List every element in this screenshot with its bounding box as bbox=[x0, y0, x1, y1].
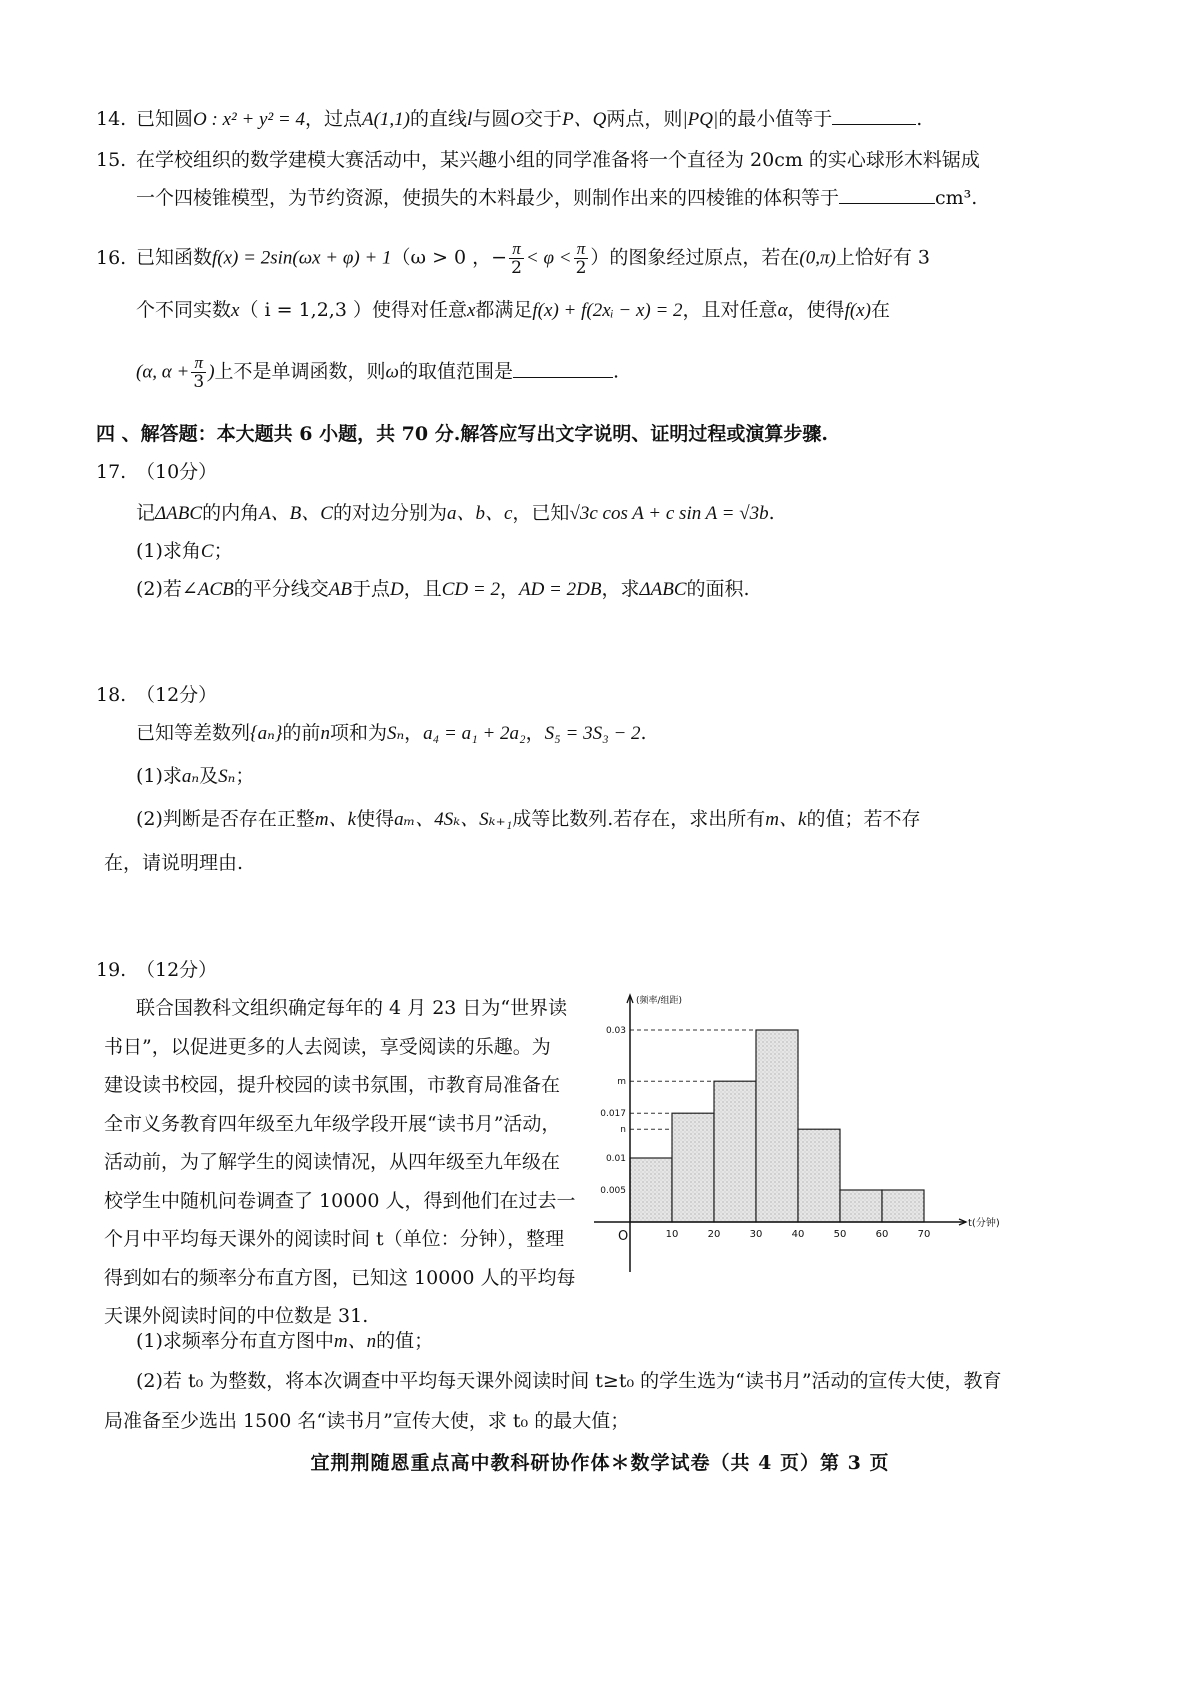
question-19-stem-line: 全市义务教育四年级至九年级学段开展“读书月”活动， bbox=[104, 1112, 561, 1135]
math: α bbox=[777, 300, 788, 321]
question-19-part-2-line-2: 局准备至少选出 1500 名“读书月”宣传大使，求 t₀ 的最大值； bbox=[104, 1410, 630, 1432]
math: ΔABC bbox=[639, 579, 687, 600]
math: ∠ACB bbox=[181, 579, 234, 600]
math: O : x² + y² = 4 bbox=[193, 109, 305, 130]
y-tick-label: 0.03 bbox=[605, 1026, 626, 1036]
question-18-stem bbox=[136, 720, 647, 747]
question-17-part-1 bbox=[136, 538, 233, 565]
histogram-bar bbox=[882, 1190, 924, 1222]
math: aₘ、4Sₖ、Sₖ₊₁ bbox=[394, 809, 513, 830]
score: （12分） bbox=[136, 959, 218, 981]
answer-blank bbox=[832, 106, 916, 125]
question-number: 14. bbox=[96, 108, 127, 130]
text: . bbox=[916, 108, 923, 130]
y-tick-label: m bbox=[617, 1077, 626, 1088]
histogram-bar bbox=[756, 1030, 798, 1222]
text: 在学校组织的数学建模大赛活动中，某兴趣小组的同学准备将一个直径为 20cm 的实心球形木料锯成 bbox=[136, 149, 980, 171]
text: (1)求频率分布直方图中 bbox=[136, 1330, 334, 1352]
text: 上恰好有 3 bbox=[835, 246, 930, 269]
question-18-part-1 bbox=[136, 763, 254, 790]
text: 一个四棱锥模型，为节约资源，使损失的木料最少，则制作出来的四棱锥的体积等于 bbox=[136, 187, 840, 209]
answer-blank bbox=[513, 359, 613, 378]
question-number: 18. bbox=[96, 684, 127, 706]
text: 的前 bbox=[282, 722, 321, 744]
text: （ i = 1,2,3 ）使得对任意 bbox=[239, 299, 467, 321]
math: |PQ| bbox=[682, 109, 719, 130]
text: ，且 bbox=[403, 578, 442, 600]
math: (0,π) bbox=[799, 247, 836, 269]
x-tick-label: 40 bbox=[791, 1229, 805, 1240]
denominator: 2 bbox=[575, 258, 587, 278]
text: 已知函数 bbox=[136, 246, 213, 269]
question-19-stem-line: 得到如右的频率分布直方图，已知这 10000 人的平均每 bbox=[104, 1266, 576, 1289]
page-footer: 宜荆荆随恩重点高中教科研协作体＊数学试卷（共 4 页）第 3 页 bbox=[310, 1452, 890, 1474]
y-tick-label: n bbox=[620, 1125, 626, 1136]
x-axis-label: t(分钟) bbox=[968, 1218, 1000, 1229]
histogram-bar bbox=[798, 1129, 840, 1222]
math: ΔABC bbox=[155, 503, 203, 524]
text: 上不是单调函数，则 bbox=[214, 360, 386, 383]
denominator: 3 bbox=[193, 372, 205, 392]
x-tick-label: 70 bbox=[917, 1229, 931, 1240]
math: m、k bbox=[765, 809, 807, 830]
question-16-line-1 bbox=[96, 240, 930, 277]
score: （10分） bbox=[136, 461, 218, 483]
text: 已知圆 bbox=[136, 108, 194, 130]
histogram-bar bbox=[630, 1158, 672, 1222]
question-number: 17. bbox=[96, 461, 127, 483]
question-number: 19. bbox=[96, 959, 127, 981]
text: ， bbox=[525, 722, 545, 744]
text: ，且对任意 bbox=[682, 299, 778, 321]
fraction-pi-over-2 bbox=[509, 240, 524, 277]
math: D bbox=[389, 579, 404, 600]
question-19-stem-line: 建设读书校园，提升校园的读书氛围，市教育局准备在 bbox=[104, 1074, 561, 1096]
x-tick-label: 60 bbox=[875, 1229, 889, 1240]
origin-label: O bbox=[618, 1229, 629, 1244]
question-18-part-2-line-2: 在，请说明理由. bbox=[104, 852, 244, 874]
text: 的直线 bbox=[410, 108, 468, 130]
question-17-stem bbox=[136, 500, 775, 527]
math: a、b、c bbox=[446, 503, 513, 524]
math: f(x) + f(2xᵢ − x) = 2 bbox=[532, 300, 683, 321]
math: a₄ = a₁ + 2a₂ bbox=[423, 723, 526, 744]
text: . bbox=[640, 722, 647, 744]
section-4-heading: 四 、解答题：本大题共 6 小题，共 70 分.解答应写出文字说明、证明过程或演算步骤. bbox=[96, 423, 828, 445]
question-19-stem-line: 联合国教科文组织确定每年的 4 月 23 日为“世界读 bbox=[136, 997, 568, 1019]
text: 于点 bbox=[351, 578, 390, 600]
text: 使得 bbox=[356, 808, 395, 830]
text: . bbox=[612, 360, 620, 383]
math: m、n bbox=[333, 1331, 377, 1352]
text: ， bbox=[499, 578, 519, 600]
score: （12分） bbox=[136, 684, 218, 706]
math: ω bbox=[385, 361, 399, 383]
question-16-line-3 bbox=[136, 354, 619, 391]
text: 交于 bbox=[524, 108, 563, 130]
math: l bbox=[467, 109, 473, 130]
denominator: 2 bbox=[511, 258, 522, 278]
x-tick-label: 20 bbox=[707, 1229, 721, 1240]
math: Sₙ bbox=[386, 723, 405, 744]
text: 记 bbox=[136, 502, 156, 524]
text: 的对边分别为 bbox=[332, 502, 447, 524]
math: aₙ bbox=[181, 766, 200, 787]
text: 的值； bbox=[376, 1330, 434, 1352]
question-number: 15. bbox=[96, 149, 127, 171]
math: ) bbox=[208, 361, 215, 383]
text: 的取值范围是 bbox=[398, 360, 513, 383]
text: ，已知 bbox=[512, 502, 570, 524]
histogram-bar bbox=[840, 1190, 882, 1222]
math: f(x) bbox=[844, 300, 871, 321]
question-15-line-1 bbox=[96, 147, 980, 173]
text: 的内角 bbox=[202, 502, 260, 524]
text: (2)判断是否存在正整 bbox=[136, 808, 315, 830]
text: 与圆 bbox=[472, 108, 511, 130]
math: AD = 2DB bbox=[518, 579, 602, 600]
numerator: π bbox=[574, 240, 589, 259]
math: S₅ = 3S₃ − 2 bbox=[544, 723, 641, 744]
question-19-stem-line: 个月中平均每天课外的阅读时间 t（单位：分钟），整理 bbox=[104, 1228, 565, 1250]
text: 的面积. bbox=[686, 578, 750, 600]
math: A(1,1) bbox=[361, 109, 410, 130]
y-axis-label: (频率/组距) bbox=[636, 996, 683, 1006]
text: 成等比数列.若存在，求出所有 bbox=[512, 808, 766, 830]
text: ； bbox=[235, 765, 255, 787]
text: ，求 bbox=[601, 578, 640, 600]
math: x bbox=[231, 300, 240, 321]
numerator: π bbox=[191, 354, 206, 373]
math: {aₙ} bbox=[250, 723, 283, 744]
math: m、k bbox=[314, 809, 357, 830]
math: AB bbox=[328, 579, 352, 600]
answer-blank bbox=[839, 185, 935, 204]
histogram-bar bbox=[672, 1113, 714, 1222]
y-tick-label: 0.01 bbox=[605, 1154, 626, 1164]
question-17-header bbox=[96, 459, 217, 485]
text: 已知等差数列 bbox=[136, 722, 251, 744]
text: 个不同实数 bbox=[136, 299, 232, 321]
text: 的平分线交 bbox=[233, 578, 329, 600]
text: 的值；若不存 bbox=[806, 808, 921, 830]
text: （ω > 0 ，− bbox=[391, 246, 508, 269]
question-14 bbox=[96, 106, 922, 133]
question-19-stem-line: 天课外阅读时间的中位数是 31. bbox=[104, 1305, 369, 1327]
question-16-line-2 bbox=[136, 297, 890, 324]
question-number: 16. bbox=[96, 246, 127, 269]
question-18-part-2-line-1 bbox=[136, 806, 920, 833]
math: (α, α + bbox=[136, 361, 190, 383]
x-tick-label: 50 bbox=[833, 1229, 847, 1240]
question-19-part-1 bbox=[136, 1328, 433, 1355]
text: cm³. bbox=[935, 187, 978, 209]
question-19-stem-line: 书日”，以促进更多的人去阅读，享受阅读的乐趣。为 bbox=[104, 1035, 551, 1058]
question-17-part-2 bbox=[136, 576, 750, 603]
math: CD = 2 bbox=[441, 579, 500, 600]
text: ，使得 bbox=[787, 299, 845, 321]
math: P、Q bbox=[562, 109, 607, 130]
y-tick-label: 0.005 bbox=[600, 1186, 626, 1196]
math: A、B、C bbox=[259, 503, 333, 524]
math: n bbox=[320, 723, 330, 744]
histogram-bar bbox=[714, 1081, 756, 1222]
math: √3c cos A + c sin A = √3b bbox=[569, 503, 769, 524]
math: x bbox=[466, 300, 476, 321]
fraction-pi-over-2 bbox=[574, 240, 589, 277]
text: 及 bbox=[199, 765, 219, 787]
text: (2)若 bbox=[136, 578, 182, 600]
question-19-part-2-line-1: (2)若 t₀ 为整数，将本次调查中平均每天课外阅读时间 t≥t₀ 的学生选为“读书月”活动的宣传大使，教育 bbox=[136, 1370, 1002, 1392]
question-18-header bbox=[96, 682, 217, 708]
text: (1)求 bbox=[136, 765, 182, 787]
numerator: π bbox=[509, 240, 524, 259]
text: 项和为 bbox=[329, 722, 387, 744]
text: ， bbox=[404, 722, 424, 744]
y-tick-label: 0.017 bbox=[600, 1109, 626, 1120]
bars bbox=[630, 1030, 924, 1222]
math: C bbox=[200, 541, 214, 562]
question-19-stem-line: 活动前，为了解学生的阅读情况，从四年级至九年级在 bbox=[104, 1151, 561, 1173]
math: Sₙ bbox=[218, 766, 236, 787]
text: ）的图象经过原点，若在 bbox=[590, 246, 800, 269]
question-15-line-2 bbox=[136, 185, 977, 211]
x-tick-label: 30 bbox=[749, 1229, 763, 1240]
x-tick-label: 10 bbox=[665, 1229, 679, 1240]
frequency-histogram bbox=[590, 985, 1010, 1285]
text: 两点，则 bbox=[606, 108, 683, 130]
text: ，过点 bbox=[304, 108, 362, 130]
text: 的最小值等于 bbox=[718, 108, 833, 130]
math: O bbox=[510, 109, 525, 130]
text: 在 bbox=[870, 299, 890, 321]
math: < φ < bbox=[525, 247, 572, 269]
question-19-header bbox=[96, 957, 217, 983]
fraction-pi-over-3 bbox=[191, 354, 206, 391]
text: (1)求角 bbox=[136, 540, 201, 562]
text: ； bbox=[213, 540, 233, 562]
text: . bbox=[768, 502, 775, 524]
question-19-stem-line: 校学生中随机问卷调查了 10000 人，得到他们在过去一 bbox=[104, 1189, 576, 1212]
text: 都满足 bbox=[475, 299, 533, 321]
math: f(x) = 2sin(ωx + φ) + 1 bbox=[212, 247, 392, 269]
